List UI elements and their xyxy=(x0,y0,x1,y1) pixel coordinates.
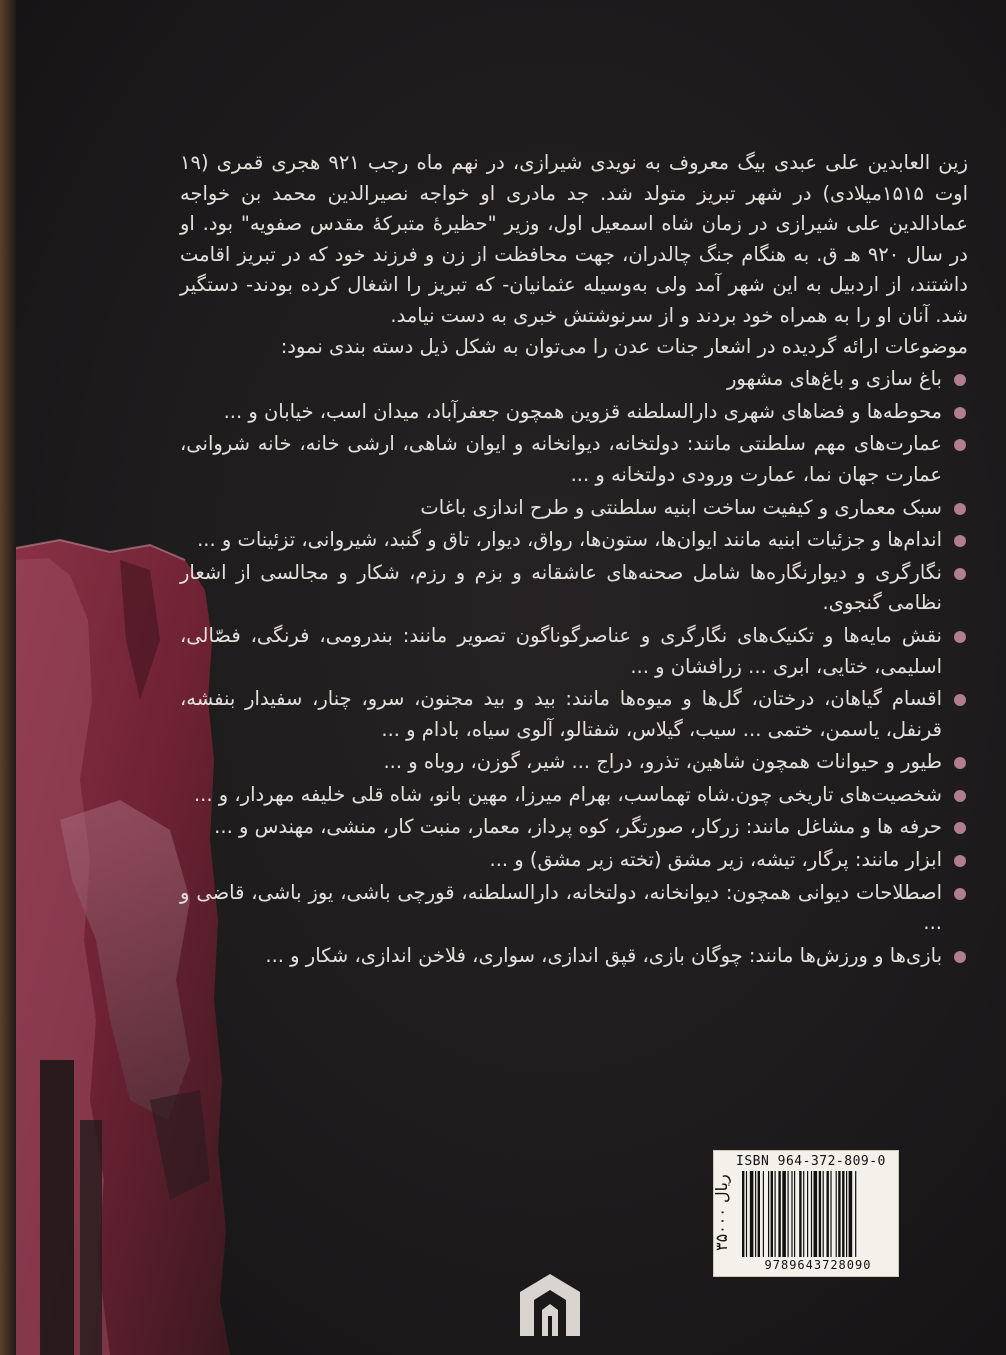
bullet-icon xyxy=(954,439,966,451)
list-item-text: محوطه‌ها و فضاهای شهری دارالسلطنه قزوین همچون جعفرآباد، میدان اسب، خیابان و ... xyxy=(223,399,942,423)
bullet-icon xyxy=(954,631,966,643)
list-item xyxy=(180,364,968,395)
list-item-text: سبک معماری و کیفیت ساخت ابنیه سلطنتی و طرح اندازی باغات xyxy=(420,495,942,519)
list-item-text: اصطلاحات دیوانی همچون: دیوانخانه، دولتخانه، دارالسلطنه، قورچی باشی، یوز باشی، قاضی و ... xyxy=(180,880,942,935)
list-item-text: حرفه ها و مشاغل مانند: زرکار، صورتگر، کوه پرداز، معمار، منبت کار، منشی، مهندس و ... xyxy=(214,815,942,839)
list-item-text: ابزار مانند: پرگار، تیشه، زیر مشق (تخته زیر مشق) و ... xyxy=(489,848,942,872)
list-item xyxy=(180,780,968,811)
isbn-label: ISBN 964-372-809-0 xyxy=(736,1154,886,1169)
list-item xyxy=(180,747,968,778)
publisher-logo-icon xyxy=(514,1270,586,1340)
list-item-text: اندام‌ها و جزئیات ابنیه مانند ایوان‌ها، ستون‌ها، رواق، دیوار، تاق و گنبد، شیروانی، تزئینات و ... xyxy=(197,528,942,552)
list-item-text: باغ سازی و باغ‌های مشهور xyxy=(727,367,942,391)
list-item-text: طیور و حیوانات همچون شاهین، تذرو، دراج ... شیر، گوزن، روباه و ... xyxy=(383,750,942,774)
list-item xyxy=(180,525,968,556)
topics-lead-sentence: موضوعات ارائه گردیده در اشعار جنات عدن را می‌توان به شکل ذیل دسته بندی نمود: xyxy=(280,334,968,358)
bullet-icon xyxy=(954,694,966,706)
list-item xyxy=(180,397,968,428)
price-label: ۳۵۰۰۰ ریال xyxy=(712,1174,731,1252)
back-cover-text xyxy=(180,148,968,971)
bullet-icon xyxy=(954,568,966,580)
list-item-text: اقسام گیاهان، درختان، گل‌ها و میوه‌ها مانند: بید و بید مجنون، سرو، چنار، سفیدار بنفشه، قرنفل، یاسمن، ختمی ... سیب، گیلاس، شفتالو، آلوی سیاه، بادام و ... xyxy=(180,687,942,741)
bullet-icon xyxy=(954,888,966,900)
list-item-text: نگارگری و دیوارنگاره‌ها شامل صحنه‌های عاشقانه و بزم و رزم، شکار و مجالسی از اشعار نظامی گنجوی. xyxy=(180,560,942,615)
list-item xyxy=(180,878,968,939)
list-item-text: شخصیت‌های تاریخی چون.شاه تهماسب، بهرام میرزا، مهین بانو، شاه قلی خلیفه مهردار، و ... xyxy=(193,782,942,806)
list-item xyxy=(180,845,968,876)
bullet-icon xyxy=(954,374,966,386)
list-item xyxy=(180,558,968,619)
list-item xyxy=(180,684,968,745)
bullet-icon xyxy=(954,951,966,963)
bullet-icon xyxy=(954,535,966,547)
barcode-sticker xyxy=(713,1150,899,1277)
bullet-icon xyxy=(954,757,966,769)
topics-list xyxy=(180,364,968,971)
list-item-text: نقش مایه‌ها و تکنیک‌های نگارگری و عناصرگوناگون تصویر مانند: بندرومی، فرنگی، فصّالی، اسلیمی، ختایی، ابری ... زرافشان و ... xyxy=(180,623,942,678)
list-item xyxy=(180,493,968,524)
barcode-number: 9789643728090 xyxy=(764,1258,872,1272)
author-biography-paragraph: زین العابدین علی عبدی بیگ معروف به نویدی شیرازی، در نهم ماه رجب ۹۲۱ هجری قمری (۱۹ اوت ۱۵۱۵میلادی) در شهر تبریز متولد شد. جد مادری او خواجه نصیرالدین محمد بن خواجه عمادالدین علی شیرازی در زمان شاه اسمعیل اول، وزیر "حظیرهٔ متبرکهٔ مقدس صفویه" بود. او در سال ۹۲۰ هـ ق. به هنگام جنگ چالدران، جهت محافظت از زن و فرزند خود که در تبریز اقامت داشتند، از اردبیل به این شهر آمد ولی به‌وسیله عثمانیان- که تبریز را اشغال کرده بودند- دستگیر شد. آنان او را به همراه خود بردند و از سرنوشتش خبری به دست نیامد. xyxy=(180,151,969,327)
bullet-icon xyxy=(954,855,966,867)
list-item xyxy=(180,812,968,843)
list-item xyxy=(180,429,968,490)
list-item-text: بازی‌ها و ورزش‌ها مانند: چوگان بازی، قپق اندازی، سواری، فلاخن اندازی، شکار و ... xyxy=(265,943,942,967)
barcode-bars-icon xyxy=(740,1171,894,1263)
list-item xyxy=(180,941,968,972)
bullet-icon xyxy=(954,822,966,834)
list-item xyxy=(180,621,968,682)
list-item-text: عمارت‌های مهم سلطنتی مانند: دولتخانه، دیوانخانه و ایوان شاهی، ارشی خانه، خانه شروانی، عمارت جهان نما، عمارت ورودی دولتخانه و ... xyxy=(180,432,942,486)
bullet-icon xyxy=(954,503,966,515)
bullet-icon xyxy=(954,407,966,419)
bullet-icon xyxy=(954,790,966,802)
